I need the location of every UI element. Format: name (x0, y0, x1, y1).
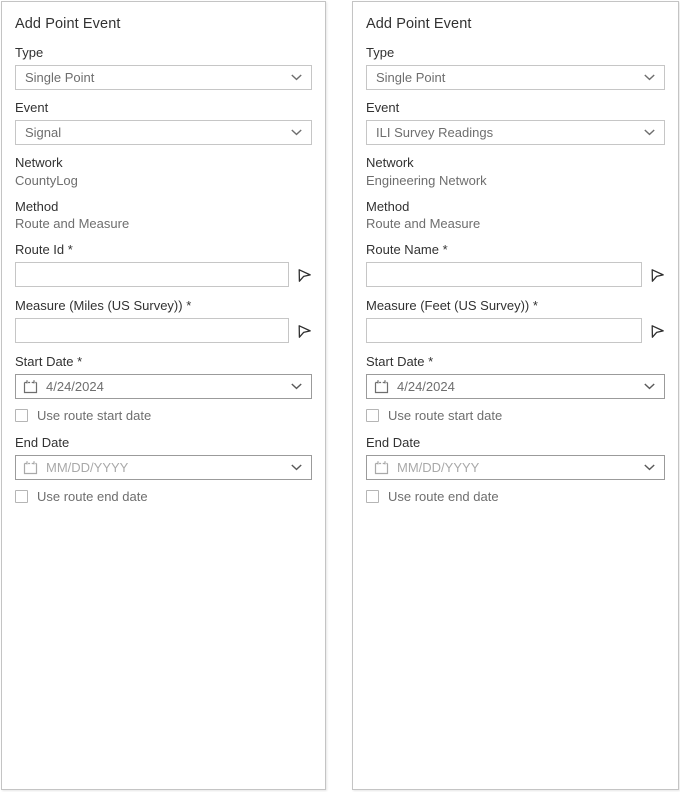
calendar-icon (23, 379, 38, 394)
method-label: Method (15, 199, 59, 214)
type-select-value: Single Point (376, 70, 446, 85)
end-date-label: End Date (366, 435, 421, 450)
chevron-down-icon (291, 383, 311, 390)
pick-from-map-arrow-icon[interactable] (649, 267, 665, 283)
end-date-picker[interactable] (366, 455, 665, 480)
event-select-value: Signal (25, 125, 62, 140)
use-route-start-date-checkbox[interactable] (366, 409, 379, 422)
chevron-down-icon (291, 464, 311, 471)
pick-from-map-arrow-icon[interactable] (296, 323, 312, 339)
page-title: Add Point Event (366, 16, 472, 32)
measure-input[interactable] (15, 318, 289, 343)
chevron-down-icon (291, 129, 311, 136)
type-label: Type (15, 45, 44, 60)
measure-label: Measure (Feet (US Survey)) * (366, 298, 538, 313)
chevron-down-icon (644, 464, 664, 471)
event-select[interactable] (366, 120, 665, 145)
use-route-start-date-row (366, 408, 665, 423)
route-name-label: Route Name * (366, 242, 448, 257)
measure-input[interactable] (366, 318, 642, 343)
chevron-down-icon (291, 74, 311, 81)
use-route-start-date-label[interactable]: Use route start date (37, 408, 152, 423)
end-date-label: End Date (15, 435, 70, 450)
use-route-start-date-checkbox[interactable] (15, 409, 28, 422)
end-date-picker[interactable] (15, 455, 312, 480)
route-id-input[interactable] (15, 262, 289, 287)
event-select-value: ILI Survey Readings (376, 125, 494, 140)
use-route-end-date-label[interactable]: Use route end date (388, 489, 499, 504)
route-name-row (366, 262, 665, 287)
start-date-label: Start Date * (366, 354, 434, 369)
calendar-icon (374, 379, 389, 394)
event-label: Event (366, 100, 400, 115)
measure-row (366, 318, 665, 343)
start-date-picker[interactable] (15, 374, 312, 399)
use-route-start-date-row (15, 408, 312, 423)
method-value: Route and Measure (366, 216, 481, 231)
page-title: Add Point Event (15, 16, 121, 32)
chevron-down-icon (644, 129, 664, 136)
start-date-picker[interactable] (366, 374, 665, 399)
route-id-row (15, 262, 312, 287)
method-value: Route and Measure (15, 216, 130, 231)
event-label: Event (15, 100, 49, 115)
chevron-down-icon (644, 74, 664, 81)
use-route-end-date-checkbox[interactable] (15, 490, 28, 503)
start-date-value: 4/24/2024 (46, 379, 104, 394)
use-route-end-date-row (15, 489, 312, 504)
use-route-end-date-label[interactable]: Use route end date (37, 489, 148, 504)
chevron-down-icon (644, 383, 664, 390)
measure-label: Measure (Miles (US Survey)) * (15, 298, 192, 313)
route-name-input[interactable] (366, 262, 642, 287)
event-select[interactable] (15, 120, 312, 145)
use-route-end-date-row (366, 489, 665, 504)
start-date-label: Start Date * (15, 354, 83, 369)
start-date-value: 4/24/2024 (397, 379, 455, 394)
network-value: Engineering Network (366, 173, 487, 188)
add-point-event-panel-right (352, 1, 679, 790)
type-select[interactable] (15, 65, 312, 90)
network-value: CountyLog (15, 173, 78, 188)
use-route-end-date-checkbox[interactable] (366, 490, 379, 503)
calendar-icon (374, 460, 389, 475)
network-label: Network (15, 155, 63, 170)
calendar-icon (23, 460, 38, 475)
add-point-event-panel-left (1, 1, 326, 790)
end-date-placeholder: MM/DD/YYYY (46, 460, 129, 475)
pick-from-map-arrow-icon[interactable] (296, 267, 312, 283)
pick-from-map-arrow-icon[interactable] (649, 323, 665, 339)
network-label: Network (366, 155, 414, 170)
measure-row (15, 318, 312, 343)
method-label: Method (366, 199, 410, 214)
type-label: Type (366, 45, 395, 60)
type-select[interactable] (366, 65, 665, 90)
type-select-value: Single Point (25, 70, 95, 85)
use-route-start-date-label[interactable]: Use route start date (388, 408, 503, 423)
route-id-label: Route Id * (15, 242, 73, 257)
end-date-placeholder: MM/DD/YYYY (397, 460, 480, 475)
